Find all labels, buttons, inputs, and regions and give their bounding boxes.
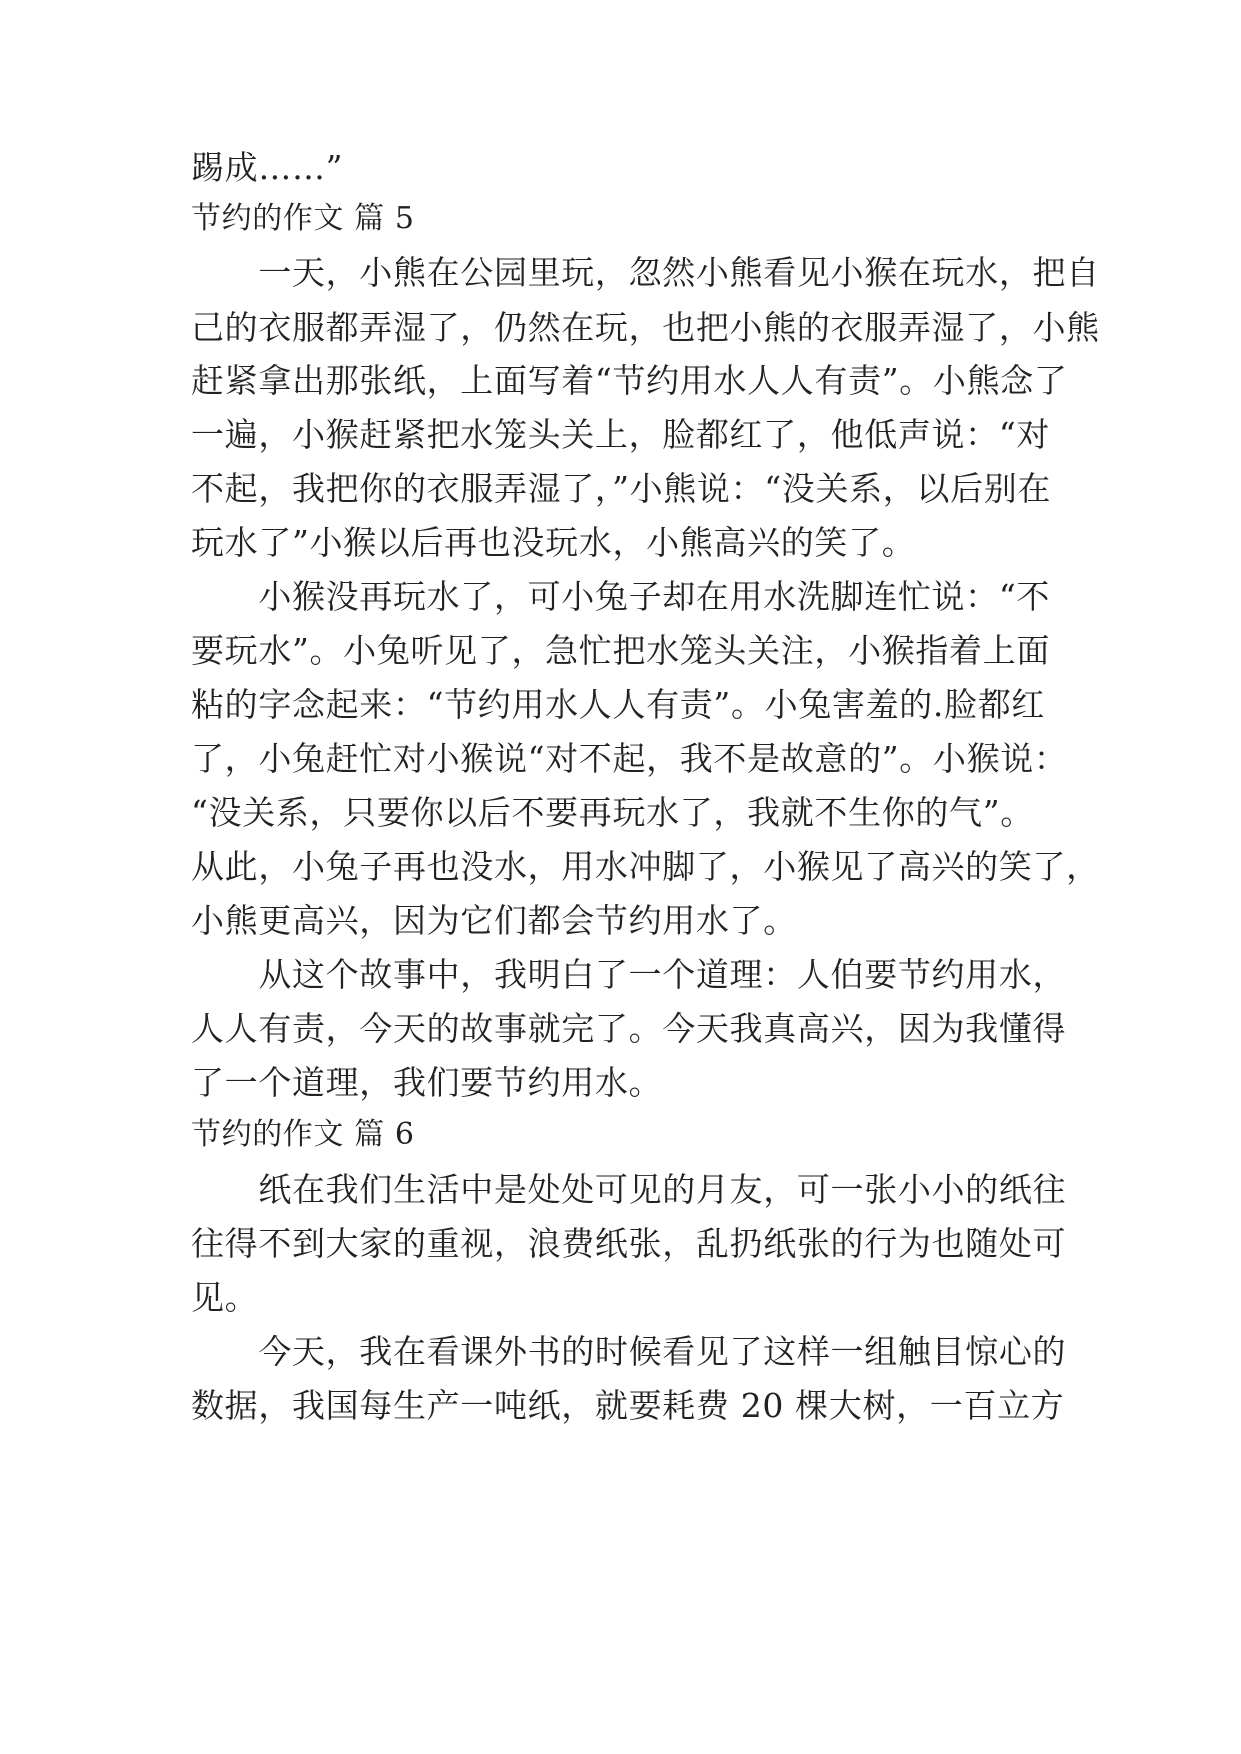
text-line: 从此，小兔子再也没水，用水冲脚了，小猴见了高兴的笑了， xyxy=(191,847,1100,886)
text-line: 见。 xyxy=(191,1278,259,1317)
text-line: “没关系，只要你以后不要再玩水了，我就不生你的气”。 xyxy=(191,793,1034,832)
text-line: 了一个道理，我们要节约用水。 xyxy=(191,1063,663,1102)
text-line: 小猴没再玩水了，可小兔子却在用水洗脚连忙说：“不 xyxy=(191,577,1051,616)
text-line: 踢成……” xyxy=(191,148,344,187)
section-heading: 节约的作文 篇 6 xyxy=(191,1117,415,1152)
text-line: 数据，我国每生产一吨纸，就要耗费 20 棵大树，一百立方 xyxy=(191,1386,1065,1425)
text-line: 人人有责，今天的故事就完了。今天我真高兴，因为我懂得 xyxy=(191,1009,1067,1048)
text-line: 小熊更高兴，因为它们都会节约用水了。 xyxy=(191,901,797,940)
text-line: 己的衣服都弄湿了，仍然在玩，也把小熊的衣服弄湿了，小熊 xyxy=(191,308,1100,347)
text-line: 一天，小熊在公园里玩，忽然小熊看见小猴在玩水，把自 xyxy=(191,253,1100,292)
text-line: 了，小兔赶忙对小猴说“对不起，我不是故意的”。小猴说： xyxy=(191,739,1068,778)
text-line: 往得不到大家的重视，浪费纸张，乱扔纸张的行为也随处可 xyxy=(191,1224,1067,1263)
text-line: 今天，我在看课外书的时候看见了这样一组触目惊心的 xyxy=(191,1332,1067,1371)
text-line: 玩水了”小猴以后再也没玩水，小熊高兴的笑了。 xyxy=(191,523,916,562)
text-line: 从这个故事中，我明白了一个道理：人伯要节约用水， xyxy=(191,955,1067,994)
text-line: 纸在我们生活中是处处可见的月友，可一张小小的纸往 xyxy=(191,1170,1067,1209)
text-line: 要玩水”。小兔听见了，急忙把水笼头关注，小猴指着上面 xyxy=(191,631,1051,670)
text-line: 不起，我把你的衣服弄湿了，”小熊说：“没关系，以后别在 xyxy=(191,469,1052,508)
text-line: 粘的字念起来：“节约用水人人有责”。小兔害羞的.脸都红 xyxy=(191,685,1046,724)
section-heading: 节约的作文 篇 5 xyxy=(191,201,415,236)
text-line: 赶紧拿出那张纸，上面写着“节约用水人人有责”。小熊念了 xyxy=(191,361,1068,400)
text-line: 一遍，小猴赶紧把水笼头关上，脸都红了，他低声说：“对 xyxy=(191,415,1051,454)
